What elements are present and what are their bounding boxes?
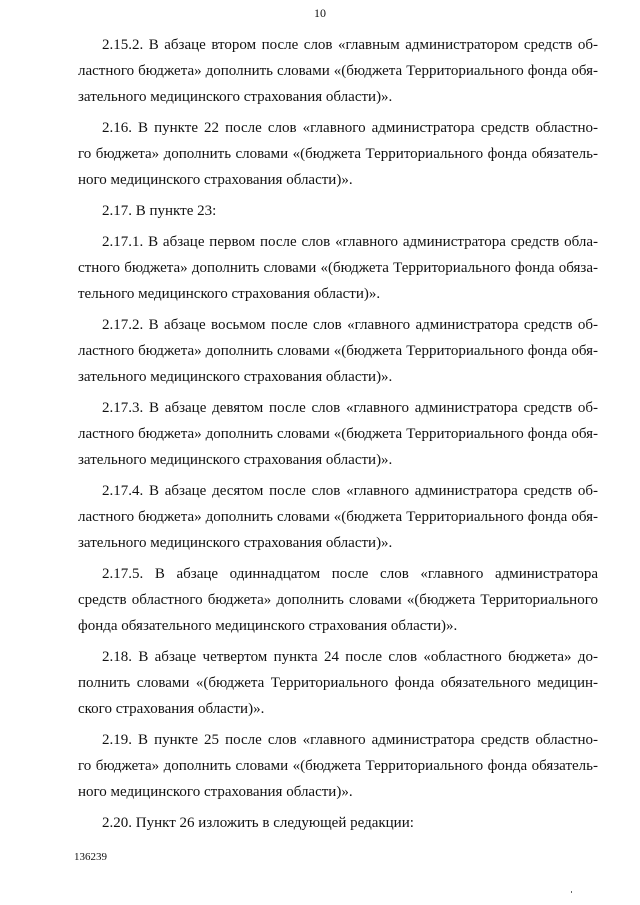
document-id: 136239	[74, 851, 107, 863]
paragraph-line: 2.17.3. В абзаце девятом после слов «главного администратора средств об-	[102, 400, 598, 416]
paragraph-line: го бюджета» дополнить словами «(бюджета Территориального фонда обязатель-	[78, 758, 598, 774]
paragraph-line: 2.17.1. В абзаце первом после слов «главного администратора средств обла-	[102, 234, 598, 250]
paragraph-2-17-3	[78, 395, 598, 473]
paragraph-2-17-1	[78, 229, 598, 307]
paragraph-2-17-5	[78, 561, 598, 639]
paragraph-line: 2.17. В пункте 23:	[102, 203, 217, 219]
paragraph-line: ластного бюджета» дополнить словами «(бюджета Территориального фонда обя-	[78, 63, 598, 79]
paragraph-line: го бюджета» дополнить словами «(бюджета Территориального фонда обязатель-	[78, 146, 598, 162]
paragraph-line: 2.19. В пункте 25 после слов «главного администратора средств областно-	[102, 732, 598, 748]
scan-speck	[571, 891, 572, 893]
paragraph-line: полнить словами «(бюджета Территориального фонда обязательного медицин-	[78, 675, 598, 691]
paragraph-line: зательного медицинского страхования области)».	[78, 535, 393, 551]
paragraph-line: зательного медицинского страхования области)».	[78, 369, 393, 385]
paragraph-line: стного бюджета» дополнить словами «(бюджета Территориального фонда обяза-	[78, 260, 598, 276]
paragraph-line: ского страхования области)».	[78, 701, 265, 717]
paragraph-line: 2.17.2. В абзаце восьмом после слов «главного администратора средств об-	[102, 317, 598, 333]
paragraph-2-16	[78, 115, 598, 193]
paragraph-line: ного медицинского страхования области)».	[78, 172, 353, 188]
paragraph-line: ластного бюджета» дополнить словами «(бюджета Территориального фонда обя-	[78, 343, 598, 359]
page-number: 10	[314, 6, 326, 20]
paragraph-line: 2.16. В пункте 22 после слов «главного администратора средств областно-	[102, 120, 598, 136]
paragraph-line: 2.15.2. В абзаце втором после слов «главным администратором средств об-	[102, 37, 598, 53]
paragraph-line: 2.17.4. В абзаце десятом после слов «главного администратора средств об-	[102, 483, 598, 499]
paragraph-line: фонда обязательного медицинского страхования области)».	[78, 618, 458, 634]
paragraph-line: 2.20. Пункт 26 изложить в следующей редакции:	[102, 815, 414, 831]
paragraph-2-17-2	[78, 312, 598, 390]
paragraph-line: зательного медицинского страхования области)».	[78, 89, 393, 105]
paragraph-line: ластного бюджета» дополнить словами «(бюджета Территориального фонда обя-	[78, 509, 598, 525]
paragraph-line: ного медицинского страхования области)».	[78, 784, 353, 800]
paragraph-line: 2.18. В абзаце четвертом пункта 24 после слов «областного бюджета» до-	[102, 649, 598, 665]
paragraph-2-20	[78, 810, 598, 836]
paragraph-line: 2.17.5. В абзаце одиннадцатом после слов «главного администратора	[102, 566, 598, 582]
paragraph-2-17-4	[78, 478, 598, 556]
paragraph-line: средств областного бюджета» дополнить словами «(бюджета Территориального	[78, 592, 598, 608]
paragraph-2-17	[78, 198, 598, 224]
paragraph-2-18	[78, 644, 598, 722]
document-body	[78, 32, 598, 841]
paragraph-2-19	[78, 727, 598, 805]
paragraph-line: ластного бюджета» дополнить словами «(бюджета Территориального фонда обя-	[78, 426, 598, 442]
paragraph-line: тельного медицинского страхования области)».	[78, 286, 381, 302]
paragraph-line: зательного медицинского страхования области)».	[78, 452, 393, 468]
paragraph-2-15-2	[78, 32, 598, 110]
